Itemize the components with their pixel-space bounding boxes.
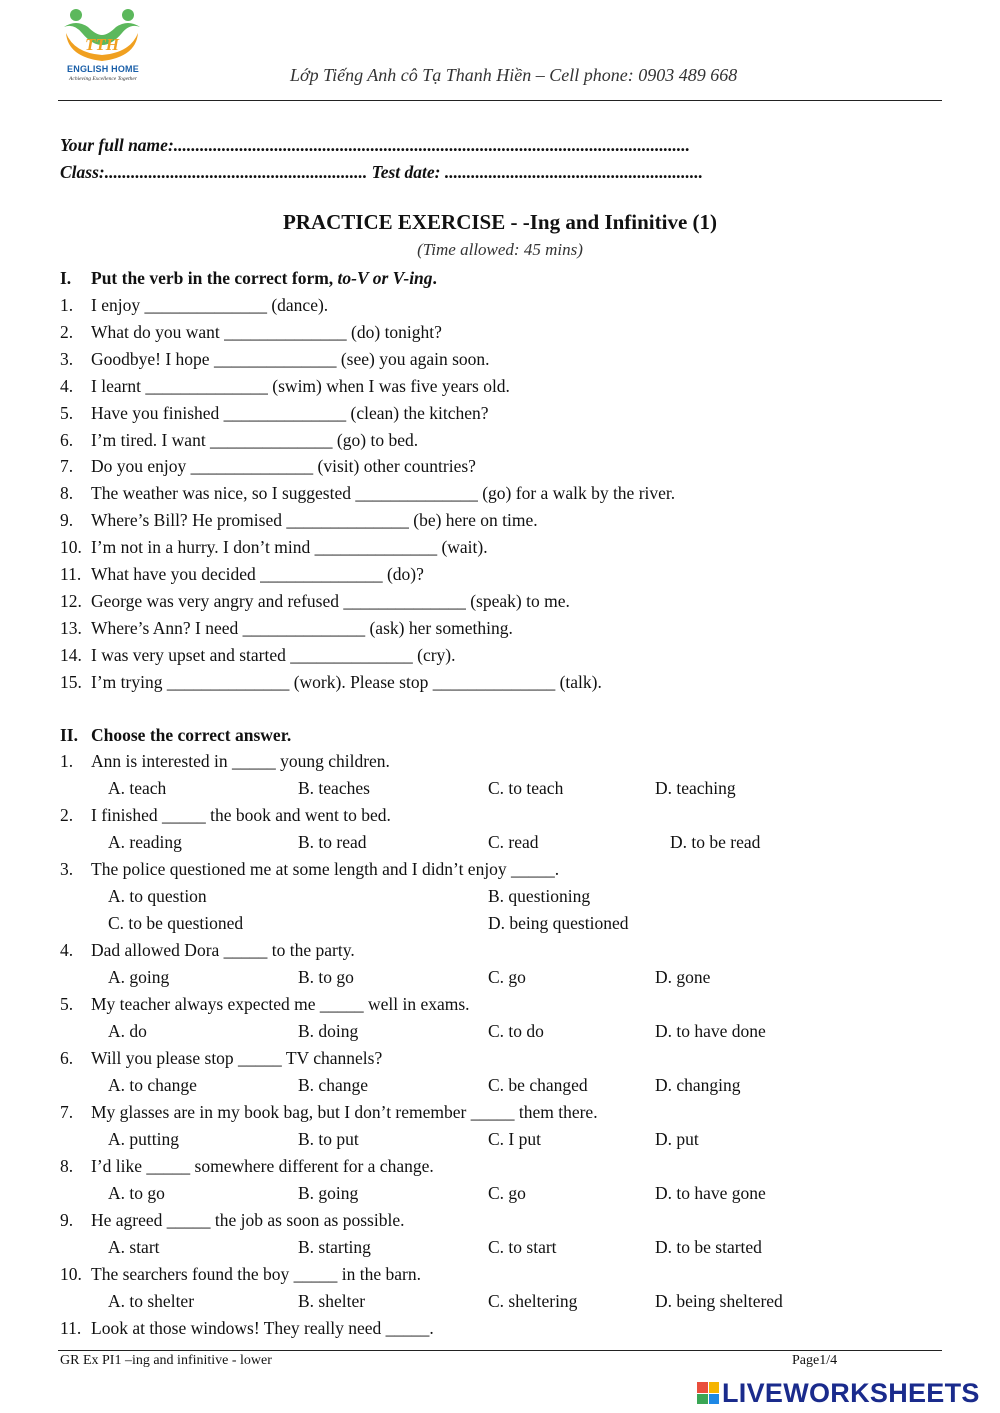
question-text: Dad allowed Dora _____ to the party. bbox=[91, 940, 355, 960]
answer-option[interactable]: D. put bbox=[655, 1129, 699, 1149]
fill-in-question[interactable] bbox=[60, 618, 513, 639]
fill-in-question[interactable] bbox=[60, 430, 418, 451]
question-number: 6. bbox=[60, 1048, 74, 1068]
question-number: 2. bbox=[60, 321, 74, 342]
question-number: 11. bbox=[60, 564, 82, 584]
answer-option[interactable]: A. going bbox=[108, 967, 170, 987]
fill-in-question[interactable] bbox=[60, 645, 456, 666]
answer-option[interactable]: C. to be questioned bbox=[108, 913, 244, 933]
question-text: He agreed _____ the job as soon as possible. bbox=[91, 1210, 405, 1230]
logo-name: ENGLISH HOME bbox=[67, 64, 139, 74]
name-line bbox=[60, 134, 690, 156]
question-text: I’m trying ______________ (work). Please stop ______________ (talk). bbox=[91, 671, 602, 692]
question-number: 11. bbox=[60, 1318, 82, 1338]
logo-tagline: Achieving Excellence Together bbox=[69, 76, 137, 82]
question-number: 10. bbox=[60, 1264, 82, 1284]
question-text: Where’s Ann? I need ______________ (ask) her something. bbox=[91, 617, 513, 638]
question-text: I’m tired. I want ______________ (go) to bed. bbox=[91, 429, 419, 450]
question-text: Look at those windows! They really need _____. bbox=[91, 1318, 434, 1338]
answer-option[interactable]: C. to do bbox=[488, 1021, 544, 1041]
answer-option[interactable]: B. shelter bbox=[298, 1291, 366, 1311]
question-text: I’d like _____ somewhere different for a change. bbox=[91, 1156, 434, 1176]
question-number: 7. bbox=[60, 456, 74, 477]
answer-option[interactable]: C. read bbox=[488, 832, 539, 852]
answer-option[interactable]: A. to change bbox=[108, 1075, 197, 1095]
answer-option[interactable]: B. questioning bbox=[488, 886, 591, 906]
fill-in-question[interactable] bbox=[60, 376, 510, 397]
section-2-heading: II. Choose the correct answer. bbox=[60, 725, 292, 745]
answer-option[interactable]: D. to have done bbox=[655, 1021, 766, 1041]
answer-option[interactable]: B. to read bbox=[298, 832, 367, 852]
answer-option[interactable]: B. to put bbox=[298, 1129, 359, 1149]
question-number: 12. bbox=[60, 590, 82, 611]
question-text: What do you want ______________ (do) tonight? bbox=[91, 321, 442, 342]
header-contact: Lớp Tiếng Anh cô Tạ Thanh Hiền – Cell phone: 0903 489 668 bbox=[290, 65, 738, 85]
question-number: 14. bbox=[60, 644, 82, 665]
answer-option[interactable]: B. to go bbox=[298, 967, 354, 987]
section-1-heading: I. Put the verb in the correct form, to-V or V-ing. bbox=[60, 268, 437, 288]
fill-in-question[interactable] bbox=[60, 295, 328, 316]
name-label: Your full name: bbox=[60, 135, 174, 155]
question-text: Have you finished ______________ (clean) the kitchen? bbox=[91, 402, 489, 423]
class-field[interactable]: ............................................................ bbox=[104, 162, 368, 182]
answer-option[interactable]: A. to shelter bbox=[108, 1291, 195, 1311]
question-number: 10. bbox=[60, 537, 82, 558]
question-number: 1. bbox=[60, 751, 74, 771]
question-text: I’m not in a hurry. I don’t mind ______________ (wait). bbox=[91, 537, 488, 558]
english-home-logo bbox=[58, 5, 146, 87]
question-number: 7. bbox=[60, 1102, 74, 1122]
question-text: George was very angry and refused ______________ (speak) to me. bbox=[91, 590, 570, 611]
fill-in-question[interactable] bbox=[60, 322, 442, 343]
name-field[interactable]: ...................................................................................................................... bbox=[173, 135, 691, 155]
answer-option[interactable]: D. to be started bbox=[655, 1237, 762, 1257]
mc-question bbox=[60, 1102, 598, 1123]
answer-option[interactable]: A. to go bbox=[108, 1183, 165, 1203]
answer-option[interactable]: B. doing bbox=[298, 1021, 359, 1041]
answer-option[interactable]: C. sheltering bbox=[488, 1291, 578, 1311]
fill-in-question[interactable] bbox=[60, 564, 424, 585]
mc-question bbox=[60, 751, 390, 772]
question-number: 13. bbox=[60, 617, 82, 638]
question-number: 5. bbox=[60, 994, 74, 1014]
answer-option[interactable]: A. to question bbox=[108, 886, 207, 906]
mc-question bbox=[60, 1048, 382, 1069]
date-field[interactable]: ........................................................... bbox=[444, 162, 703, 182]
question-text: What have you decided ______________ (do)? bbox=[91, 564, 424, 584]
liveworksheets-watermark: LIVEWORKSHEETS bbox=[697, 1378, 980, 1408]
class-line bbox=[60, 161, 703, 183]
mc-question bbox=[60, 940, 355, 961]
mc-question bbox=[60, 1318, 434, 1339]
answer-option[interactable]: B. change bbox=[298, 1075, 368, 1095]
question-number: 9. bbox=[60, 1210, 74, 1230]
fill-in-question[interactable] bbox=[60, 591, 570, 612]
answer-option[interactable]: D. being sheltered bbox=[655, 1291, 783, 1311]
class-label: Class: bbox=[60, 162, 105, 182]
answer-option[interactable]: B. starting bbox=[298, 1237, 371, 1257]
mc-question bbox=[60, 859, 559, 880]
answer-option[interactable]: A. do bbox=[108, 1021, 147, 1041]
mc-question bbox=[60, 1156, 434, 1177]
question-number: 2. bbox=[60, 805, 74, 825]
question-text: I was very upset and started ______________ (cry). bbox=[91, 644, 456, 665]
fill-in-question[interactable] bbox=[60, 483, 675, 504]
question-text: My glasses are in my book bag, but I don’t remember _____ them there. bbox=[91, 1102, 598, 1122]
answer-option[interactable]: A. start bbox=[108, 1237, 160, 1257]
question-number: 5. bbox=[60, 402, 74, 423]
answer-option[interactable]: D. to be read bbox=[670, 832, 761, 852]
footer-doc-code: GR Ex PI1 –ing and infinitive - lower bbox=[60, 1353, 272, 1368]
answer-option[interactable]: A. teach bbox=[108, 778, 167, 798]
page-title: PRACTICE EXERCISE - -Ing and Infinitive (1) bbox=[282, 210, 718, 234]
svg-text:TTH: TTH bbox=[85, 35, 119, 54]
question-text: Goodbye! I hope ______________ (see) you again soon. bbox=[91, 348, 490, 369]
answer-option[interactable]: D. changing bbox=[655, 1075, 741, 1095]
question-number: 8. bbox=[60, 1156, 74, 1176]
liveworksheets-icon bbox=[697, 1382, 719, 1404]
answer-option[interactable]: C. to start bbox=[488, 1237, 557, 1257]
header-divider bbox=[58, 100, 942, 101]
mc-question bbox=[60, 1264, 421, 1285]
question-text: I enjoy ______________ (dance). bbox=[91, 295, 329, 315]
question-number: 3. bbox=[60, 348, 74, 369]
answer-option[interactable]: D. being questioned bbox=[488, 913, 629, 933]
question-number: 4. bbox=[60, 940, 74, 960]
question-number: 9. bbox=[60, 510, 74, 531]
answer-option[interactable]: A. reading bbox=[108, 832, 182, 852]
fill-in-question[interactable] bbox=[60, 456, 476, 477]
answer-option[interactable]: D. to have gone bbox=[655, 1183, 766, 1203]
answer-option[interactable]: C. go bbox=[488, 1183, 526, 1203]
mc-question bbox=[60, 805, 391, 826]
answer-option[interactable]: C. I put bbox=[488, 1129, 541, 1149]
answer-option[interactable]: D. teaching bbox=[655, 778, 736, 798]
mc-question bbox=[60, 994, 470, 1015]
answer-option[interactable]: A. putting bbox=[108, 1129, 179, 1149]
answer-option[interactable]: B. teaches bbox=[298, 778, 370, 798]
answer-option[interactable]: B. going bbox=[298, 1183, 359, 1203]
fill-in-question[interactable] bbox=[60, 510, 538, 531]
question-number: 6. bbox=[60, 429, 74, 450]
answer-option[interactable]: C. to teach bbox=[488, 778, 564, 798]
fill-in-question[interactable] bbox=[60, 349, 490, 370]
question-number: 15. bbox=[60, 671, 82, 692]
fill-in-question[interactable] bbox=[60, 403, 489, 424]
answer-option[interactable]: C. be changed bbox=[488, 1075, 588, 1095]
question-text: I learnt ______________ (swim) when I was five years old. bbox=[91, 375, 510, 396]
fill-in-question[interactable] bbox=[60, 672, 602, 693]
question-text: I finished _____ the book and went to bed. bbox=[91, 805, 391, 825]
question-text: Where’s Bill? He promised ______________ (be) here on time. bbox=[91, 510, 538, 531]
fill-in-question[interactable] bbox=[60, 537, 488, 558]
footer-divider bbox=[58, 1350, 942, 1351]
question-number: 1. bbox=[60, 295, 74, 315]
question-text: The police questioned me at some length and I didn’t enjoy _____. bbox=[91, 859, 560, 879]
time-allowed: (Time allowed: 45 mins) bbox=[417, 240, 583, 259]
question-text: Will you please stop _____ TV channels? bbox=[91, 1048, 383, 1068]
question-text: The weather was nice, so I suggested ______________ (go) for a walk by the river. bbox=[91, 483, 676, 504]
question-number: 4. bbox=[60, 375, 74, 396]
question-number: 8. bbox=[60, 483, 74, 504]
question-text: Do you enjoy ______________ (visit) other countries? bbox=[91, 456, 476, 477]
question-number: 3. bbox=[60, 859, 74, 879]
date-label: Test date: bbox=[371, 162, 441, 182]
question-text: Ann is interested in _____ young children. bbox=[91, 751, 390, 771]
answer-option[interactable]: C. go bbox=[488, 967, 526, 987]
page-number: Page1/4 bbox=[792, 1353, 838, 1368]
question-text: The searchers found the boy _____ in the barn. bbox=[91, 1264, 421, 1284]
question-text: My teacher always expected me _____ well in exams. bbox=[91, 994, 470, 1014]
mc-question bbox=[60, 1210, 404, 1231]
answer-option[interactable]: D. gone bbox=[655, 967, 711, 987]
